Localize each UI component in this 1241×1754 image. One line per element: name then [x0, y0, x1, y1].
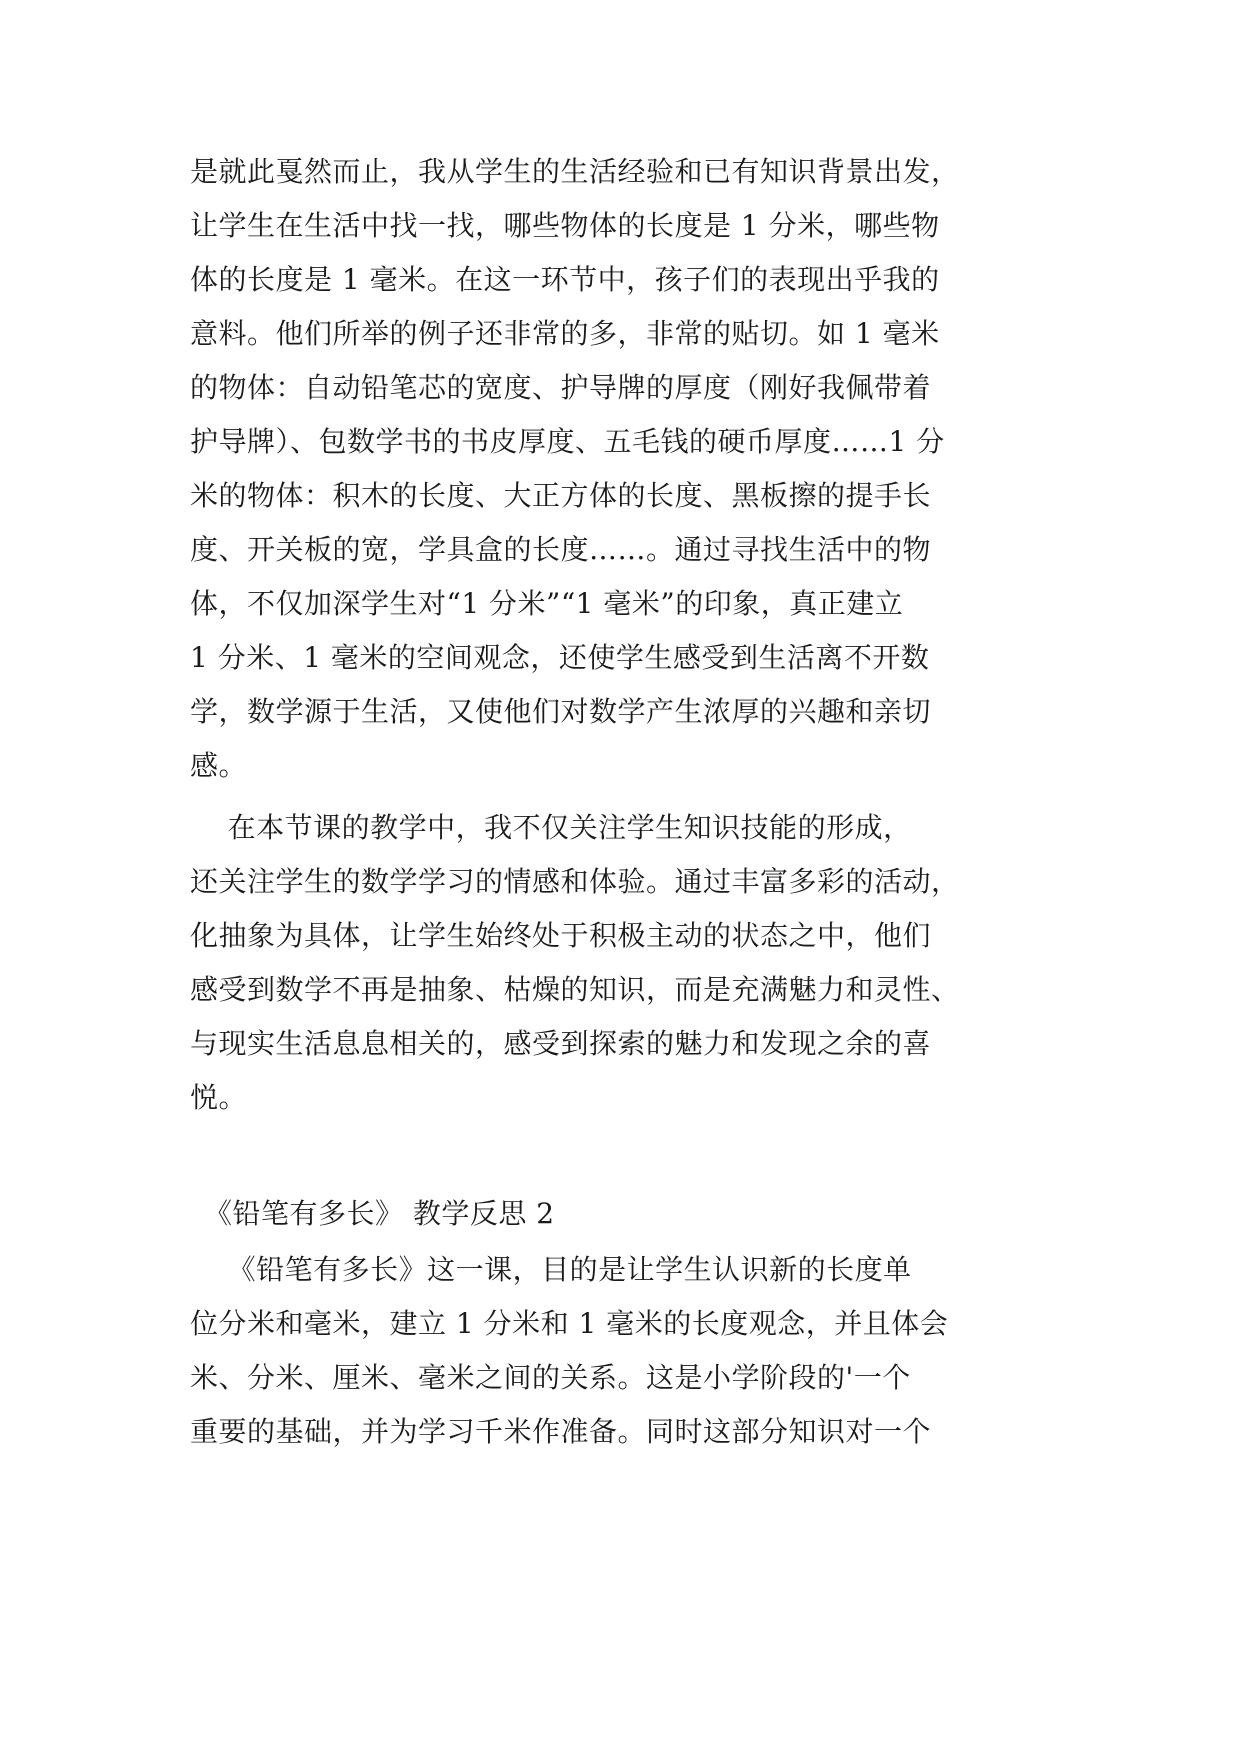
paragraph-1-line-6: 护导牌）、包数学书的书皮厚度、五毛钱的硬币厚度……1 分: [190, 425, 945, 458]
paragraph-1-line-9: 体，不仅加深学生对“1 分米”“1 毫米”的印象，真正建立: [190, 587, 904, 620]
paragraph-2-line-5: 与现实生活息息相关的，感受到探索的魅力和发现之余的喜: [190, 1027, 932, 1060]
paragraph-2-line-4: 感受到数学不再是抽象、枯燥的知识，而是充满魅力和灵性、: [190, 973, 960, 1006]
paragraph-2-line-1: 在本节课的教学中，我不仅关注学生知识技能的形成，: [190, 811, 912, 844]
paragraph-3-line-2: 位分米和毫米，建立 1 分米和 1 毫米的长度观念，并且体会: [190, 1307, 949, 1340]
paragraph-2-line-2: 还关注学生的数学学习的情感和体验。通过丰富多彩的活动，: [190, 865, 960, 898]
paragraph-1-line-10: 1 分米、1 毫米的空间观念，还使学生感受到生活离不开数: [190, 641, 930, 674]
paragraph-1-line-5: 的物体：自动铅笔芯的宽度、护导牌的厚度（刚好我佩带着: [190, 371, 932, 404]
paragraph-1-line-12: 感。: [190, 749, 248, 782]
paragraph-3-line-3: 米、分米、厘米、毫米之间的关系。这是小学阶段的'一个: [190, 1361, 911, 1394]
paragraph-1-line-11: 学，数学源于生活，又使他们对数学产生浓厚的兴趣和亲切: [190, 695, 932, 728]
paragraph-1-line-8: 度、开关板的宽，学具盒的长度……。通过寻找生活中的物: [190, 533, 932, 566]
paragraph-1-line-3: 体的长度是 1 毫米。在这一环节中，孩子们的表现出乎我的: [190, 263, 940, 296]
paragraph-2-line-6: 悦。: [190, 1081, 248, 1114]
paragraph-1-line-7: 米的物体：积木的长度、大正方体的长度、黑板擦的提手长: [190, 479, 932, 512]
paragraph-1-line-1: 是就此戛然而止，我从学生的生活经验和已有知识背景出发，: [190, 155, 960, 188]
section-heading: 《铅笔有多长》 教学反思 2: [204, 1197, 555, 1230]
paragraph-3-line-4: 重要的基础，并为学习千米作准备。同时这部分知识对一个: [190, 1415, 932, 1448]
paragraph-2-line-3: 化抽象为具体，让学生始终处于积极主动的状态之中，他们: [190, 919, 932, 952]
paragraph-1-line-2: 让学生在生活中找一找，哪些物体的长度是 1 分米，哪些物: [190, 209, 940, 242]
paragraph-3-line-1: 《铅笔有多长》这一课，目的是让学生认识新的长度单: [190, 1253, 912, 1286]
paragraph-1-line-4: 意料。他们所举的例子还非常的多，非常的贴切。如 1 毫米: [190, 317, 940, 350]
